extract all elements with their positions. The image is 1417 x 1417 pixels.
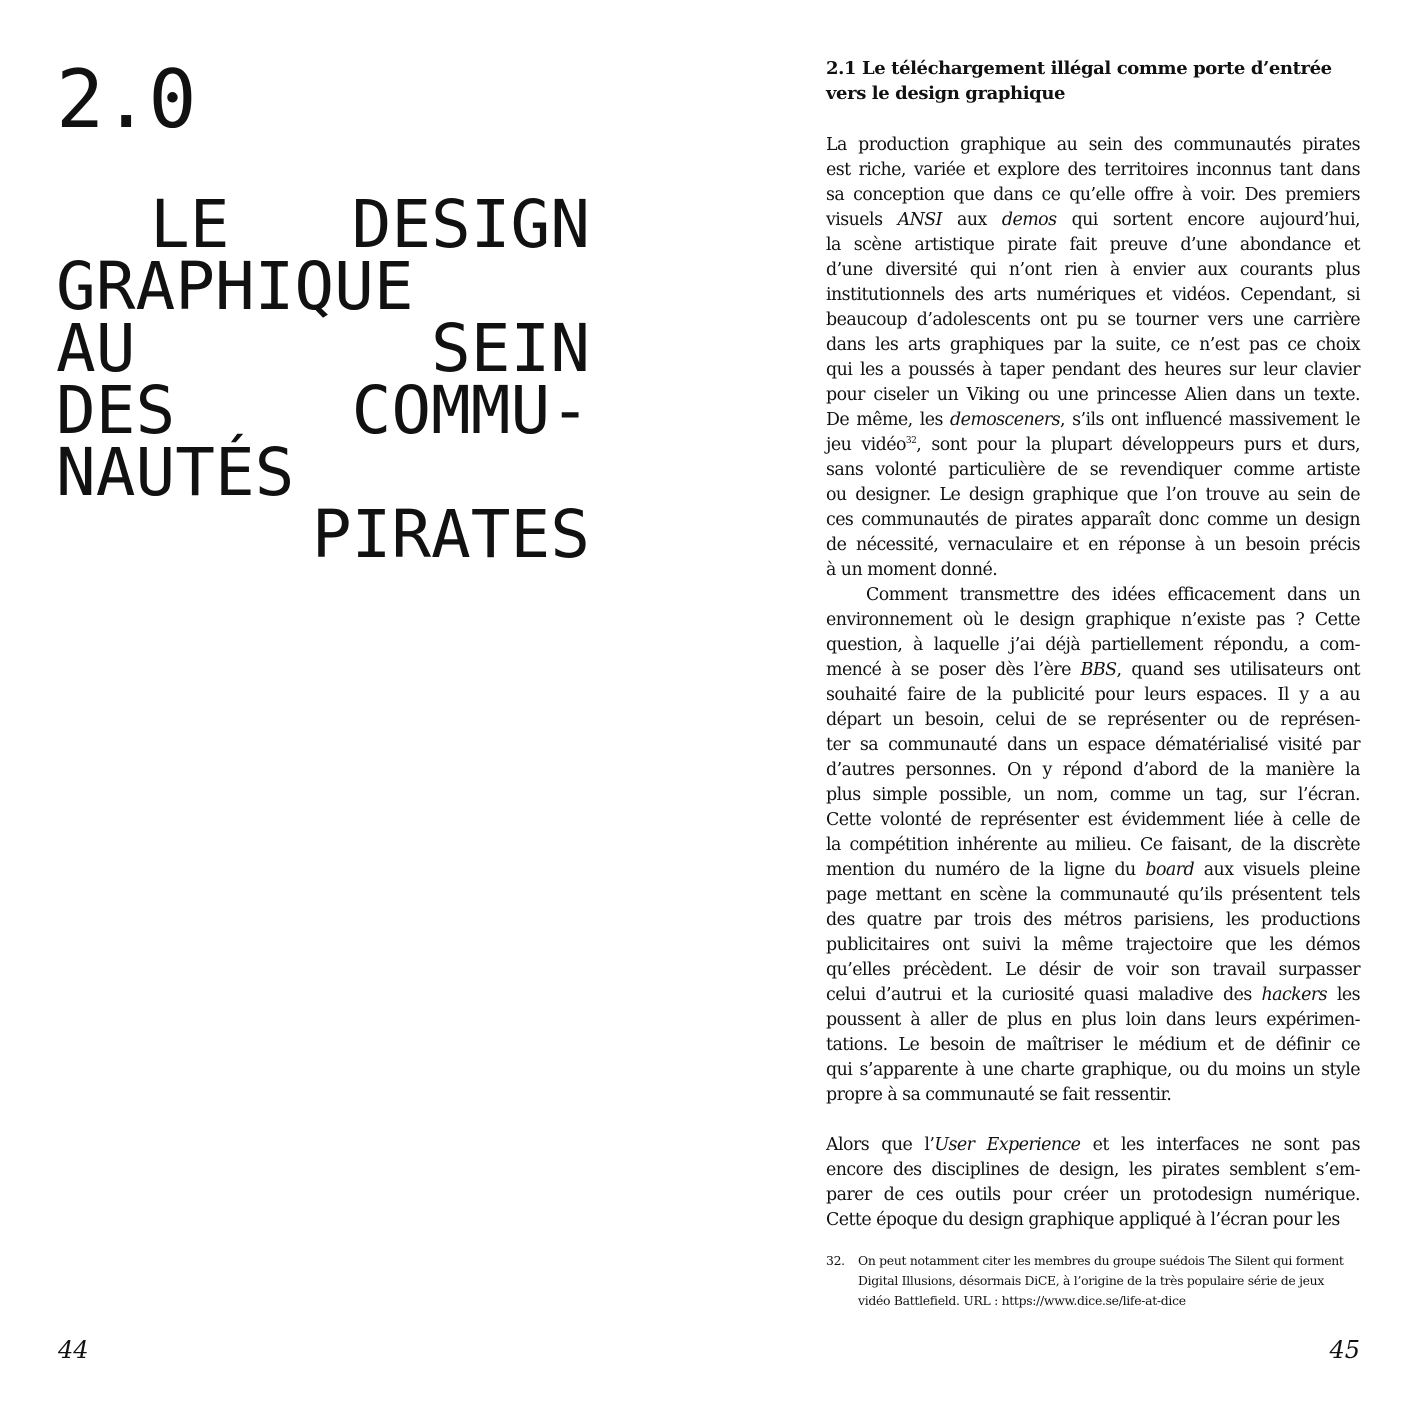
text-line: à un moment donné. <box>826 560 998 580</box>
text-line: Comment transmettre des idées efficacement dans un <box>866 585 1360 605</box>
text-line: Cette époque du design graphique appliqué à l’écran pour les <box>826 1210 1340 1230</box>
text-line: mencé à se poser dès l’ère BBS, quand ses utilisateurs ont <box>826 660 1360 680</box>
footnote-line: Digital Illusions, désormais DiCE, à l’origine de la très populaire série de jeux <box>858 1273 1325 1288</box>
text-line: poussent à aller de plus en plus loin dans leurs expérimen- <box>826 1010 1360 1030</box>
text-line: la scène artistique pirate fait preuve d’une abondance et <box>826 235 1360 255</box>
title-word: DES <box>56 372 176 449</box>
text-line: ter sa communauté dans un espace dématérialisé visité par <box>826 735 1360 755</box>
text-line: ces communautés de pirates apparaît donc comme un design <box>826 510 1360 530</box>
title-word: AU <box>56 310 136 387</box>
title-line <box>56 186 590 263</box>
footnote-line: vidéo Battlefield. URL : https://www.dice.se/life-at-dice <box>858 1293 1186 1308</box>
text-line: beaucoup d’adolescents ont pu se tourner vers une carrière <box>826 310 1360 330</box>
text-line: qui les a poussés à taper pendant des heures sur leur clavier <box>826 360 1360 380</box>
page-number-right: 45 <box>1329 1336 1360 1364</box>
text-line: sa conception que dans ce qu’elle offre à voir. Des premiers <box>826 185 1360 205</box>
text-line: qui s’apparente à une charte graphique, ou du moins un style <box>826 1060 1360 1080</box>
text-line: qu’elles précèdent. Le désir de voir son travail surpasser <box>826 960 1360 980</box>
text-line: plus simple possible, un nom, comme un tag, sur l’écran. <box>826 785 1360 805</box>
text-line: encore des disciplines de design, les pirates semblent s’em- <box>826 1160 1360 1180</box>
text-line: souhaité faire de la publicité pour leurs espaces. Il y a au <box>826 685 1360 705</box>
text-line: d’autres personnes. On y répond d’abord de la manière la <box>826 760 1360 780</box>
footnote <box>826 1251 1360 1311</box>
text-line: sans volonté particulière de se revendiquer comme artiste <box>826 460 1360 480</box>
title-line <box>56 496 590 573</box>
title-word: DESIGN <box>351 186 590 263</box>
footnote-line: On peut notamment citer les membres du groupe suédois The Silent qui forment <box>858 1253 1344 1268</box>
text-line: la compétition inhérente au milieu. Ce faisant, de la discrète <box>826 835 1360 855</box>
text-line: page mettant en scène la communauté qu’ils présentent tels <box>826 885 1360 905</box>
text-line: De même, les demosceners, s’ils ont influencé massivement le <box>826 410 1360 430</box>
text-line: publicitaires ont suivi la même trajectoire que les démos <box>826 935 1360 955</box>
footnote-text <box>858 1251 1360 1311</box>
text-line: Alors que l’User Experience et les interfaces ne sont pas <box>826 1135 1360 1155</box>
paragraph <box>826 133 1360 583</box>
title-word: COMMU- <box>351 372 590 449</box>
text-line: tations. Le besoin de maîtriser le médium et de définir ce <box>826 1035 1360 1055</box>
text-line: propre à sa communauté se fait ressentir. <box>826 1085 1172 1105</box>
text-column <box>826 56 1360 1233</box>
chapter-title <box>56 186 590 573</box>
text-line: d’une diversité qui n’ont rien à envier aux courants plus <box>826 260 1360 280</box>
text-line: mention du numéro de la ligne du board aux visuels pleine <box>826 860 1361 880</box>
text-line: ou designer. Le design graphique que l’on trouve au sein de <box>826 485 1360 505</box>
text-line: question, à laquelle j’ai déjà partiellement répondu, a com- <box>826 635 1360 655</box>
title-line <box>56 310 590 387</box>
section-heading: 2.1 Le téléchargement illégal comme porte d’entrée vers le design graphique <box>826 58 1332 104</box>
chapter-number: 2.0 <box>56 53 195 146</box>
paragraph-gap <box>826 1108 1360 1133</box>
footnote-number: 32. <box>826 1253 845 1268</box>
text-line: parer de ces outils pour créer un protodesign numérique. <box>826 1185 1360 1205</box>
title-word: GRAPHIQUE <box>56 248 414 325</box>
text-line: visuels ANSI aux demos qui sortent encore aujourd’hui, <box>826 210 1360 230</box>
title-word: LE <box>150 186 230 263</box>
text-line: de nécessité, vernaculaire et en réponse à un besoin précis <box>826 535 1360 555</box>
text-line: celui d’autrui et la curiosité quasi maladive des hackers les <box>826 985 1360 1005</box>
text-line: Cette volonté de représenter est évidemment liée à celle de <box>826 810 1360 830</box>
page-number-left: 44 <box>58 1336 89 1364</box>
text-line: La production graphique au sein des communautés pirates <box>826 135 1360 155</box>
title-word: NAUTÉS <box>56 434 295 511</box>
text-line: jeu vidéo$^{32}$, sont pour la plupart développeurs purs et durs, <box>826 435 1360 455</box>
text-line: est riche, variée et explore des territoires inconnus tant dans <box>826 160 1360 180</box>
title-line <box>56 248 590 325</box>
paragraph <box>826 1133 1360 1233</box>
text-line: institutionnels des arts numériques et vidéos. Cependant, si <box>826 285 1360 305</box>
text-line: des quatre par trois des métros parisiens, les productions <box>826 910 1360 930</box>
text-line: dans les arts graphiques par la suite, ce n’est pas ce choix <box>826 335 1360 355</box>
title-line <box>56 372 590 449</box>
title-word: PIRATES <box>311 496 590 573</box>
text-line: environnement où le design graphique n’existe pas ? Cette <box>826 610 1360 630</box>
text-line: départ un besoin, celui de se représenter ou de représen- <box>826 710 1360 730</box>
title-line <box>56 434 590 511</box>
title-word: SEIN <box>431 310 590 387</box>
paragraph <box>826 583 1360 1108</box>
text-line: pour ciseler un Viking ou une princesse Alien dans un texte. <box>826 385 1360 405</box>
